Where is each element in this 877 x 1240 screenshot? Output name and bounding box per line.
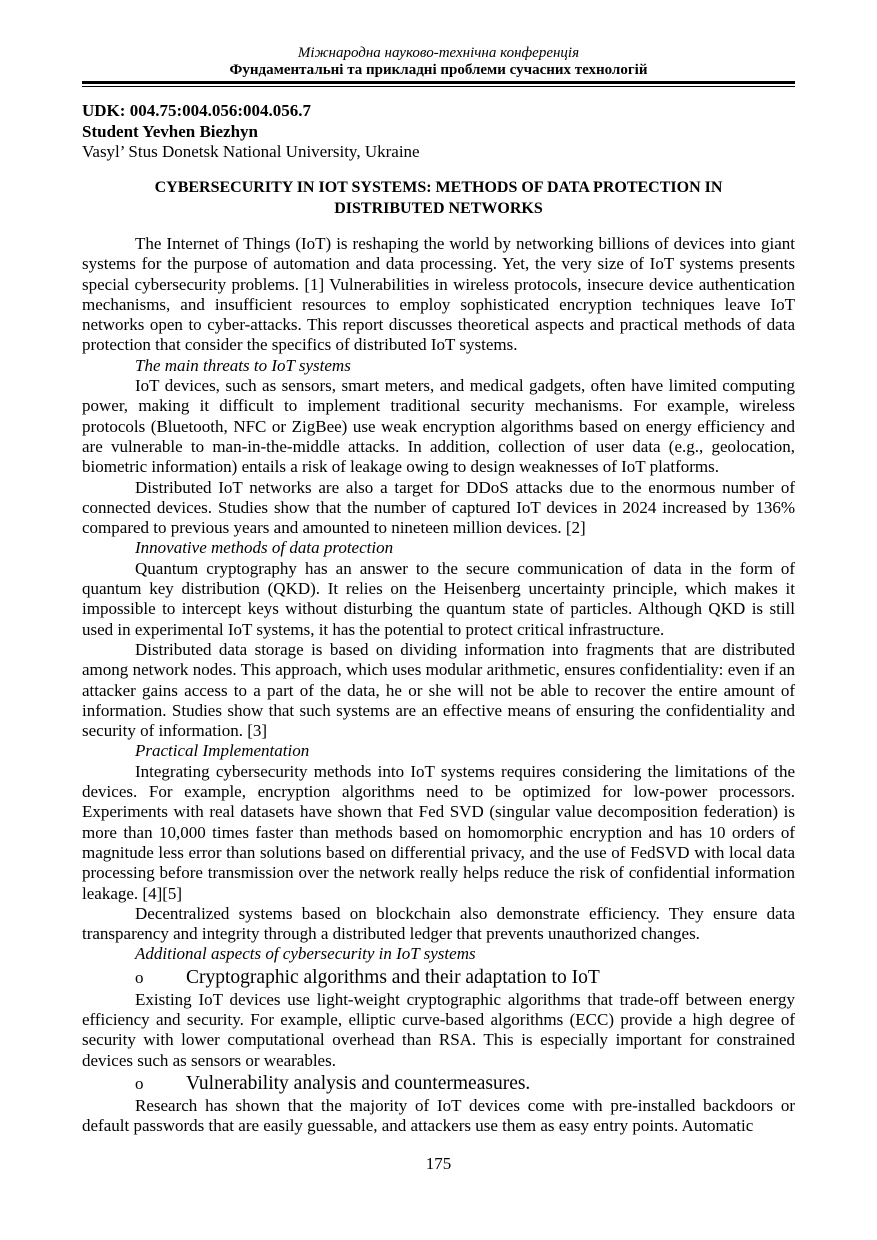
bullet-crypto (82, 965, 795, 990)
paper-meta (82, 101, 795, 163)
udk-code: UDK: 004.75:004.056:004.056.7 (82, 101, 312, 120)
paragraph-vuln: Research has shown that the majority of IoT devices come with pre-installed backdoors or default passwords that are easily guessable, and attackers use them as easy entry points. Automatic (82, 1095, 795, 1136)
bullet-vuln (82, 1071, 795, 1096)
paper-body (82, 234, 795, 1136)
subheading-innovative: Innovative methods of data protection (135, 538, 394, 558)
author-name: Student Yevhen Biezhyn (82, 121, 259, 141)
paragraph-practical-1: Integrating cybersecurity methods into IoT systems requires considering the limitations of the devices. For example, encryption algorithms need to be optimized for low-power processors. Experiments with real datasets have shown that Fed SVD (singular value decomposition federation) is more than 10,000 times faster than methods based on homomorphic encryption and has 10 orders of magnitude less error than solutions based on differential privacy, and the use of FedSVD with local data processing before transmission over the network really helps reduce the risk of confidential information leakage. [4][5] (82, 761, 795, 903)
subheading-threats: The main threats to IoT systems (135, 355, 351, 375)
conference-name: Міжнародна науково-технічна конференція (297, 45, 580, 61)
bullet-crypto-text: Cryptographic algorithms and their adaptation to IoT (186, 966, 600, 988)
affiliation: Vasyl’ Stus Donetsk National University, Ukraine (82, 142, 420, 161)
bullet-vuln-text: Vulnerability analysis and countermeasures. (186, 1072, 531, 1094)
subheading-additional: Additional aspects of cybersecurity in IoT systems (135, 944, 476, 964)
bullet-marker: o (135, 967, 144, 987)
conference-subtitle: Фундаментальні та прикладні проблеми сучасних технологій (229, 62, 648, 78)
paragraph-practical-2: Decentralized systems based on blockchain also demonstrate efficiency. They ensure data transparency and integrity through a distributed ledger that prevents unauthorized changes. (82, 903, 795, 944)
paragraph-intro: The Internet of Things (IoT) is reshaping the world by networking billions of devices into giant systems for the purpose of automation and data processing. Yet, the very size of IoT systems presents special cybersecurity problems. [1] Vulnerabilities in wireless protocols, insecure device authentication mechanisms, and insufficient resources to employ sophisticated encryption techniques leave IoT networks open to cyber-attacks. This report discusses theoretical aspects and practical methods of data protection that consider the specifics of distributed IoT systems. (82, 234, 795, 355)
page-number: 175 (425, 1154, 452, 1173)
header-rule-thin (82, 86, 795, 87)
subheading-practical: Practical Implementation (135, 741, 310, 761)
paragraph-threats-1: IoT devices, such as sensors, smart meters, and medical gadgets, often have limited computing power, making it difficult to implement traditional security mechanisms. For example, wireless protocols (Bluetooth, NFC or ZigBee) use weak encryption algorithms based on energy efficiency and are vulnerable to man-in-the-middle attacks. In addition, collection of user data (e.g., geolocation, biometric information) entails a risk of leakage owing to design weaknesses of IoT platforms. (82, 376, 795, 477)
paragraph-innovative-2: Distributed data storage is based on dividing information into fragments that are distributed among network nodes. This approach, which uses modular arithmetic, ensures confidentiality: even if an attacker gains access to a part of the data, he or she will not be able to recover the entire amount of information. Studies show that such systems are an effective means of ensuring the confidentiality and security of information. [3] (82, 639, 795, 741)
paragraph-innovative-1: Quantum cryptography has an answer to the secure communication of data in the form of quantum key distribution (QKD). It relies on the Heisenberg uncertainty principle, which makes it impossible to intercept keys without disturbing the quantum state of particles. Although QKD is still used in experimental IoT systems, it has the potential to protect critical infrastructure. (82, 558, 795, 639)
header-rule-thick (82, 81, 795, 84)
paragraph-threats-2: Distributed IoT networks are also a target for DDoS attacks due to the enormous number of connected devices. Studies show that the number of captured IoT devices in 2024 increased by 136% compared to previous years and amounted to nineteen million devices. [2] (82, 477, 795, 538)
bullet-marker: o (135, 1073, 144, 1093)
paper-title: CYBERSECURITY IN IOT SYSTEMS: METHODS OF DATA PROTECTION IN DISTRIBUTED NETWORKS (154, 179, 723, 217)
paragraph-crypto: Existing IoT devices use light-weight cryptographic algorithms that trade-off between energy efficiency and security. For example, elliptic curve-based algorithms (ECC) provide a high degree of security with lower computational overhead than RSA. This is especially important for constrained devices such as sensors or wearables. (82, 989, 795, 1070)
